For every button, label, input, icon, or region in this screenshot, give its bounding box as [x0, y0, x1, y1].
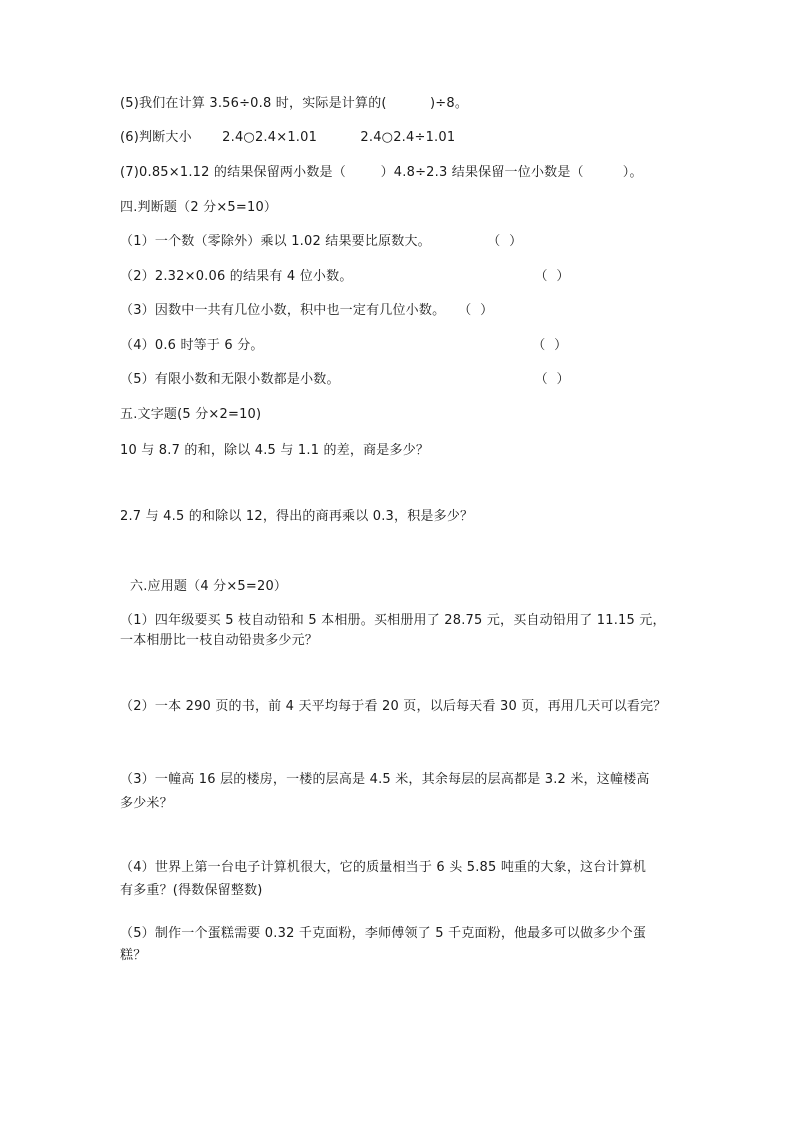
- judgment-item-3: （3）因数中一共有几位小数，积中也一定有几位小数。 （ ）: [120, 303, 494, 318]
- application-q4-line2: 有多重？(得数保留整数): [120, 883, 263, 898]
- fill-in-question-5: (5)我们在计算 3.56÷0.8 时，实际是计算的( )÷8。: [120, 96, 469, 111]
- section-5-title: 五.文字题(5 分×2=10): [120, 407, 262, 422]
- application-q3-line2: 多少米？: [120, 796, 173, 811]
- judgment-item-4: （4）0.6 时等于 6 分。 （ ）: [120, 338, 568, 353]
- application-q1-line2: 一本相册比一枝自动铅贵多少元？: [120, 633, 319, 648]
- application-q3-line1: （3）一幢高 16 层的楼房，一楼的层高是 4.5 米，其余每层的层高都是 3.2 米，这幢楼高: [120, 772, 650, 787]
- section-4-title: 四.判断题（2 分×5=10）: [120, 200, 278, 215]
- application-q2: （2）一本 290 页的书，前 4 天平均每于看 20 页，以后每天看 30 页，再用几天可以看完？: [120, 699, 667, 714]
- word-problem-2: 2.7 与 4.5 的和除以 12，得出的商再乘以 0.3，积是多少？: [120, 509, 474, 524]
- application-q5-line1: （5）制作一个蛋糕需要 0.32 千克面粉，李师傅领了 5 千克面粉，他最多可以做多少个蛋: [120, 926, 647, 941]
- word-problem-1: 10 与 8.7 的和，除以 4.5 与 1.1 的差，商是多少？: [120, 443, 430, 458]
- judgment-item-1: （1）一个数（零除外）乘以 1.02 结果要比原数大。 （ ）: [120, 234, 523, 249]
- application-q4-line1: （4）世界上第一台电子计算机很大，它的质量相当于 6 头 5.85 吨重的大象，这台计算机: [120, 860, 647, 875]
- application-q1-line1: （1）四年级要买 5 枝自动铅和 5 本相册。买相册用了 28.75 元，买自动铅用了 11.15 元，: [120, 613, 666, 628]
- judgment-item-2: （2）2.32×0.06 的结果有 4 位小数。 （ ）: [120, 269, 570, 284]
- fill-in-question-7: (7)0.85×1.12 的结果保留两小数是（ ）4.8÷2.3 结果保留一位小数是（ ）。: [120, 165, 643, 180]
- section-6-title: 六.应用题（4 分×5=20）: [130, 579, 288, 594]
- fill-in-question-6: (6)判断大小 2.4○2.4×1.01 2.4○2.4÷1.01: [120, 130, 456, 145]
- application-q5-line2: 糕？: [120, 948, 147, 963]
- judgment-item-5: （5）有限小数和无限小数都是小数。 （ ）: [120, 372, 570, 387]
